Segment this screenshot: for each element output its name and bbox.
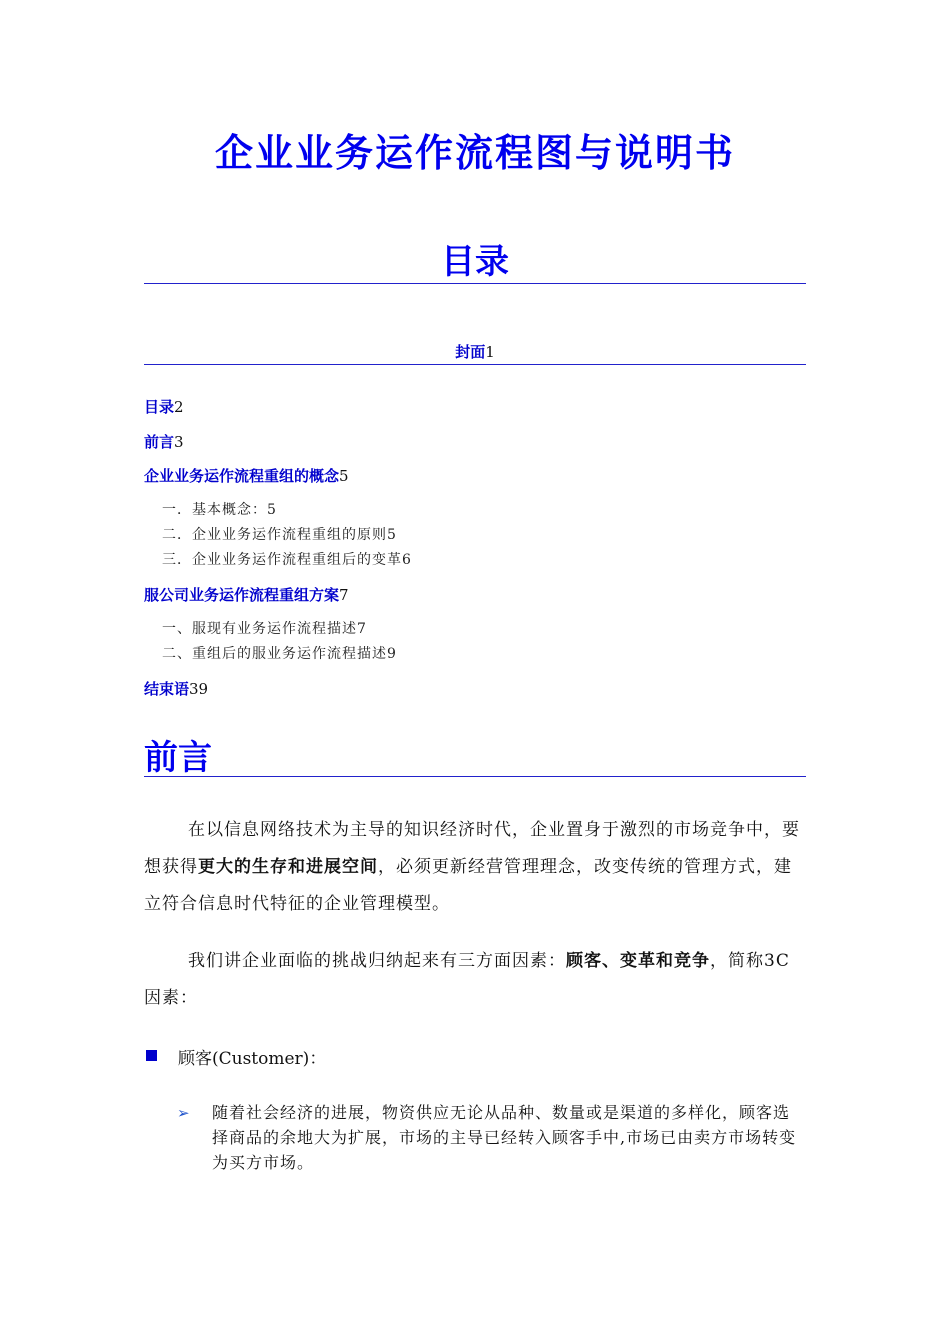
toc-subentry-label: 二．企业业务运作流程重组的原则: [162, 527, 387, 543]
toc-entry-page: 39: [189, 680, 209, 698]
toc-subentry-label: 三．企业业务运作流程重组后的变革: [162, 552, 402, 568]
paragraph-emphasis: 更大的生存和进展空间: [198, 857, 378, 877]
toc-subentry[interactable]: [162, 524, 397, 544]
toc-entry-page: 1: [485, 343, 495, 361]
toc-heading: 目录: [441, 242, 509, 282]
arrow-bullet-icon: ➢: [177, 1104, 190, 1122]
paragraph-text: ，必须更新经营管理理念，改变传统的管理方式，建立符合信息时代特征的企业管理模型。: [144, 857, 792, 914]
toc-subentry-label: 一．基本概念：: [162, 502, 267, 518]
toc-entry-label: 封面: [455, 343, 486, 361]
preface-heading: 前言: [144, 738, 212, 778]
toc-entry-label: 目录: [144, 398, 175, 416]
toc-subentry[interactable]: [162, 618, 367, 638]
preface-paragraph-1: [144, 812, 806, 923]
toc-entry-page: 3: [174, 433, 184, 451]
document-title: 企业业务运作流程图与说明书: [214, 131, 735, 175]
toc-entry-label: 企业业务运作流程重组的概念: [144, 467, 340, 485]
paragraph-text: ，简称3C因素：: [144, 951, 790, 1008]
toc-entry-plan[interactable]: [144, 584, 349, 605]
toc-entry-label: 前言: [144, 433, 175, 451]
toc-cover-rule: [144, 364, 806, 365]
toc-subentry[interactable]: [162, 643, 397, 663]
toc-entry-concept[interactable]: [144, 465, 349, 486]
square-bullet-icon: [146, 1050, 157, 1061]
toc-subentry-page: 5: [387, 527, 397, 543]
toc-entry-page: 2: [174, 398, 184, 416]
paragraph-emphasis: 顾客、变革和竞争: [566, 951, 710, 971]
toc-entry-preface[interactable]: [144, 431, 184, 452]
paragraph-text: 我们讲企业面临的挑战归纳起来有三方面因素：: [188, 951, 566, 971]
toc-entry-label: 结束语: [144, 680, 190, 698]
preface-heading-rule: [144, 776, 806, 777]
toc-subentry-page: 9: [387, 646, 397, 662]
toc-heading-rule: [144, 283, 806, 284]
toc-entry-page: 5: [339, 467, 349, 485]
toc-subentry-page: 7: [357, 621, 367, 637]
toc-subentry[interactable]: [162, 499, 277, 519]
toc-subentry-page: 5: [267, 502, 277, 518]
paragraph-text: 在以信息网络技术为主导的知识经济时代，企业置身于激烈的市场竞争中，要想获得: [144, 820, 800, 877]
toc-entry-page: 7: [339, 586, 349, 604]
toc-entry-label: 服公司业务运作流程重组方案: [144, 586, 340, 604]
toc-subentry-label: 一、服现有业务运作流程描述: [162, 621, 357, 637]
bullet-customer: 顾客(Customer)：: [178, 1049, 327, 1069]
toc-subentry-page: 6: [402, 552, 412, 568]
preface-paragraph-2: [144, 943, 806, 1017]
toc-entry-contents[interactable]: [144, 396, 184, 417]
sub-bullet-text: 随着社会经济的进展，物资供应无论从品种、数量或是渠道的多样化，顾客选择商品的余地大为扩展，市场的主导已经转入顾客手中,市场已由卖方市场转变为买方市场。: [212, 1103, 797, 1172]
toc-subentry[interactable]: [162, 549, 412, 569]
toc-subentry-label: 二、重组后的服业务运作流程描述: [162, 646, 387, 662]
toc-entry-cover[interactable]: [0, 341, 950, 362]
toc-entry-conclusion[interactable]: [144, 678, 208, 699]
